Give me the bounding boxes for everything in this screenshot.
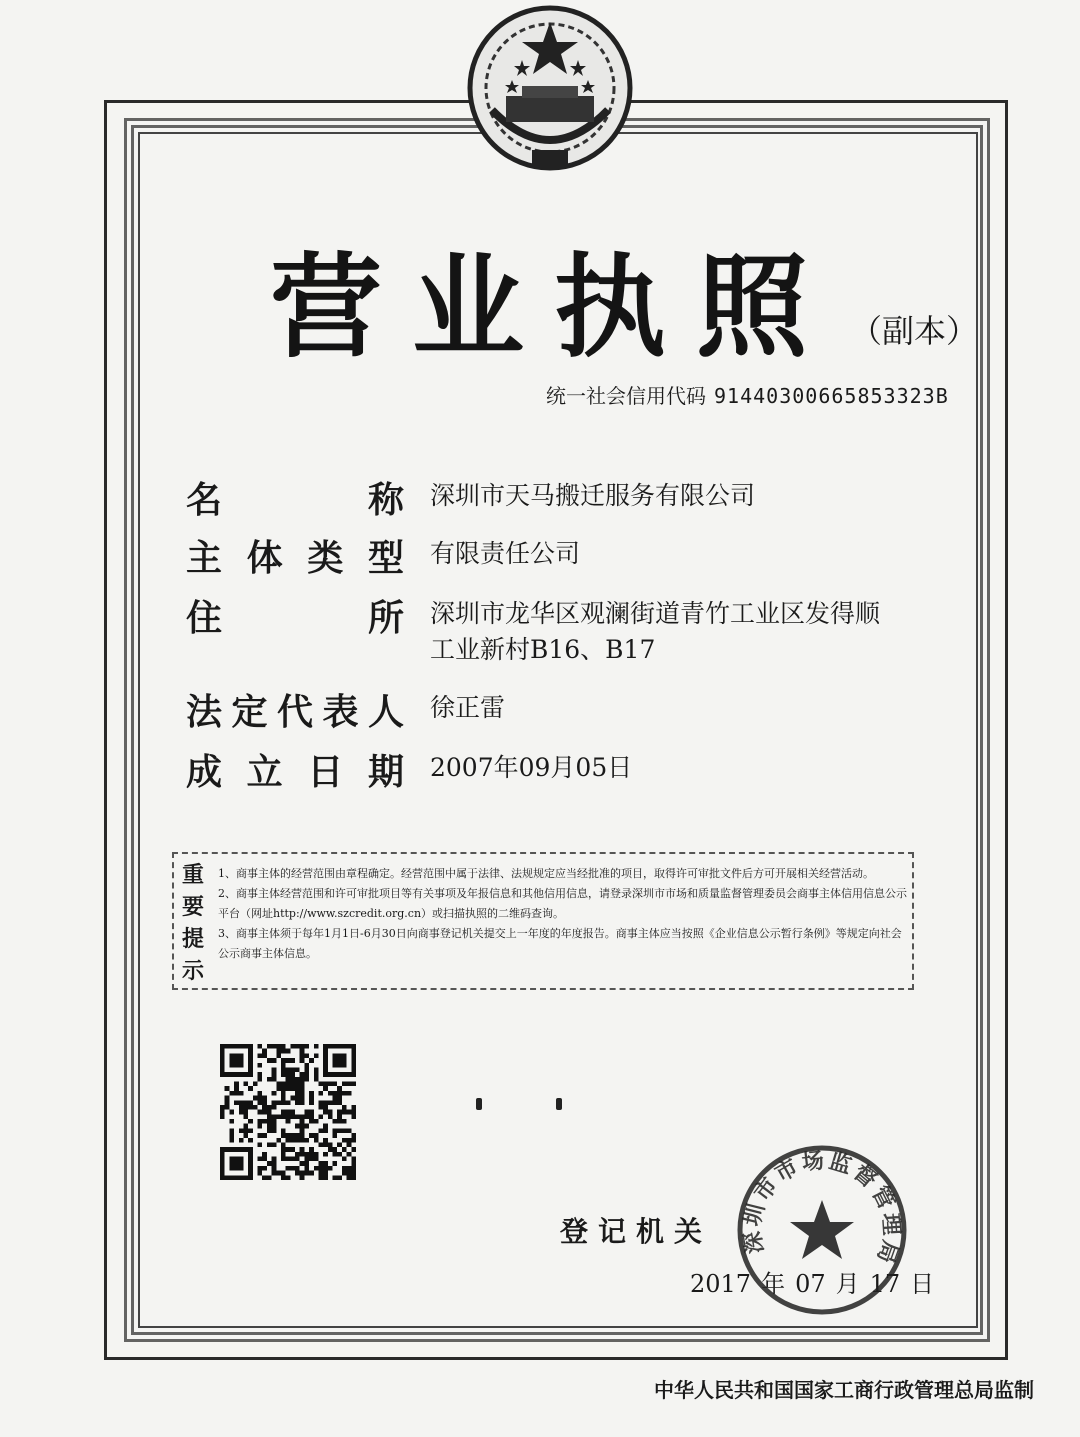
field-value: 有限责任公司 [430,539,581,568]
supervisor-footer: 中华人民共和国国家工商行政管理总局监制 [654,1378,1034,1402]
notice-item: 3、商事主体须于每年1月1日-6月30日向商事登记机关提交上一年度的年度报告。商事主体应当按照《企业信息公示暂行条例》等规定向社会公示商事主体信息。 [218,927,902,960]
document-title: 营业执照 [270,243,838,373]
notice-item: 1、商事主体的经营范围由章程确定。经营范围中属于法律、法规规定应当经批准的项目，取得许可审批文件后方可开展相关经营活动。 [218,867,874,880]
qr-code-icon [220,1044,356,1180]
field-label: 成 立 日 期 [186,752,404,793]
field-value: 2007年09月05日 [430,753,633,782]
field-label: 主 体 类 型 [186,538,404,579]
field-label: 住 所 [186,598,404,639]
field-value: 深圳市天马搬迁服务有限公司 [430,481,756,510]
document-subtitle: （副本） [850,312,979,350]
credit-code-value: 91440300665853323B [714,384,949,408]
notice-item: 2、商事主体经营范围和许可审批项目等有关事项及年报信息和其他信用信息，请登录深圳市市场和质量监督管理委员会商事主体信用信息公示平台（网址http://www.szcredit.org.cn）或扫描执照的二维码查询。 [218,887,907,920]
credit-code-line [546,380,949,409]
field-label: 法 定 代 表 人 [186,692,404,733]
registration-authority-label: 登记机关 [560,1215,713,1248]
notice-label: 重 要 提 示 [182,863,205,984]
field-value: 深圳市龙华区观澜街道青竹工业区发得顺工业新村B16、B17 [430,599,881,664]
issue-date: 2017 年 07 月 17 日 [690,1270,935,1298]
official-seal-icon [734,1142,910,1318]
ink-speck [476,1098,482,1110]
field-label: 名 称 [186,480,404,521]
important-notice [172,852,914,990]
notice-body [218,864,908,964]
national-emblem-icon [462,0,638,180]
field-value: 徐正雷 [430,693,506,722]
seal-text: 深圳市市场监督管理局 [740,1148,904,1269]
ink-speck [556,1098,562,1110]
credit-code-label: 统一社会信用代码 [546,384,706,408]
